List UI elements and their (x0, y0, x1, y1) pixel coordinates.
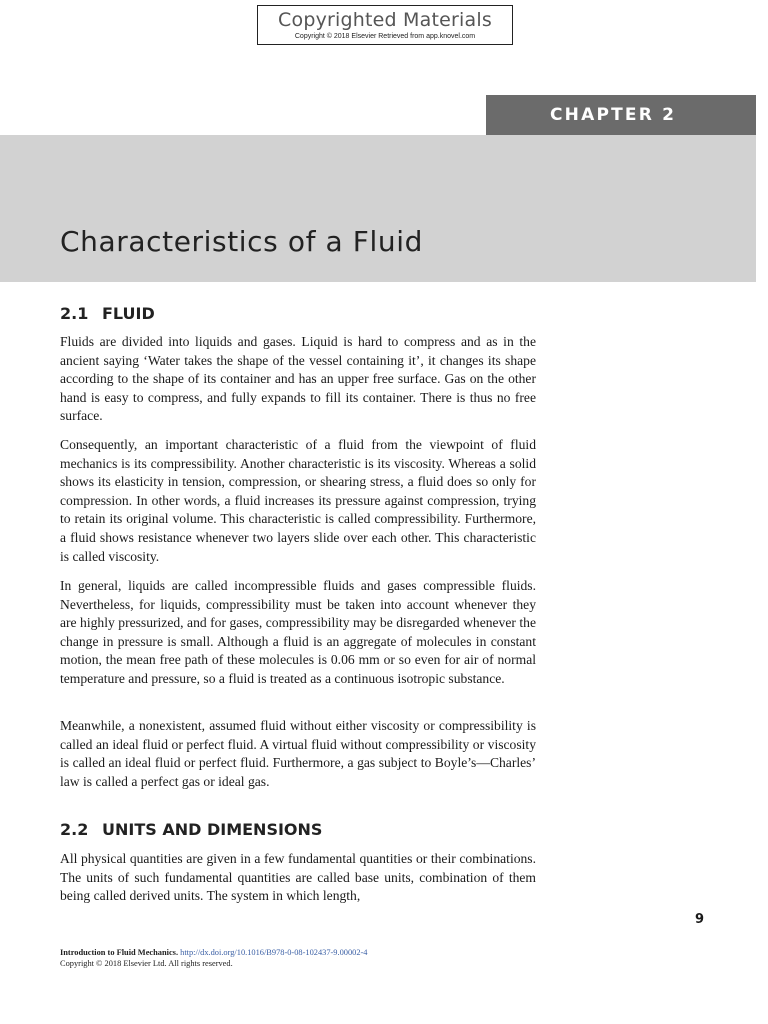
chapter-label: CHAPTER 2 (486, 95, 756, 135)
section-title: UNITS AND DIMENSIONS (102, 820, 323, 839)
watermark-subtitle: Copyright © 2018 Elsevier Retrieved from app.knovel.com (294, 33, 476, 40)
footer-book-title: Introduction to Fluid Mechanics. (60, 948, 179, 957)
section-number: 2.1 (60, 304, 89, 323)
footer-copyright: Copyright © 2018 Elsevier Ltd. All rights reserved. (60, 959, 233, 968)
watermark-title: Copyrighted Materials (278, 9, 492, 31)
doi-link[interactable]: http://dx.doi.org/10.1016/B978-0-08-102437-9.00002-4 (180, 948, 368, 957)
paragraph: In general, liquids are called incompressible fluids and gases compressible fluids. Nevertheless, for liquids, compressibility must be taken into account whenever they are highly pressurized, and for gases, compressibility may be disregarded whenever the change in pressure is small. Although a fluid is an aggregate of molecules in constant motion, the mean free path of these molecules is 0.06 mm or so even for air of normal temperature and pressure, so a fluid is treated as a continuous isotropic substance. (60, 578, 536, 686)
page-number: 9 (695, 912, 705, 927)
section-number: 2.2 (60, 820, 89, 839)
section-title: FLUID (102, 304, 155, 323)
paragraph: Fluids are divided into liquids and gases. Liquid is hard to compress and as in the ancient saying ‘Water takes the shape of the vessel containing it’, it changes its shape according to the shape of its container and has an upper free surface. Gas on the other hand is easy to compress, and fully expands to fill its container. There is thus no free surface. (60, 334, 536, 424)
paragraph: Meanwhile, a nonexistent, assumed fluid without either viscosity or compressibility is called an ideal fluid or perfect fluid. A virtual fluid without compressibility or viscosity is called an ideal fluid or perfect fluid. Furthermore, a gas subject to Boyle’s—Charles’ law is called a perfect gas or ideal gas. (60, 718, 536, 789)
section-heading-units-dimensions (60, 820, 322, 840)
chapter-title: Characteristics of a Fluid (60, 225, 423, 258)
paragraph: Consequently, an important characteristic of a fluid from the viewpoint of fluid mechanics is its compressibility. Another characteristic is its viscosity. Whereas a solid shows its elasticity in tension, compression, or shearing stress, a fluid does so only for compression. In other words, a fluid increases its pressure against compression, trying to retain its original volume. This characteristic is called compressibility. Furthermore, a fluid shows resistance whenever two layers slide over each other. This characteristic is called viscosity. (60, 437, 536, 564)
section-heading-fluid (60, 304, 155, 324)
footer-citation-line (60, 947, 560, 958)
paragraph: All physical quantities are given in a few fundamental quantities or their combinations. The units of such fundamental quantities are called base units, combination of them being called derived units. The system in which length, (60, 851, 536, 904)
page-footer (60, 947, 560, 969)
copyright-watermark-box (257, 5, 513, 45)
